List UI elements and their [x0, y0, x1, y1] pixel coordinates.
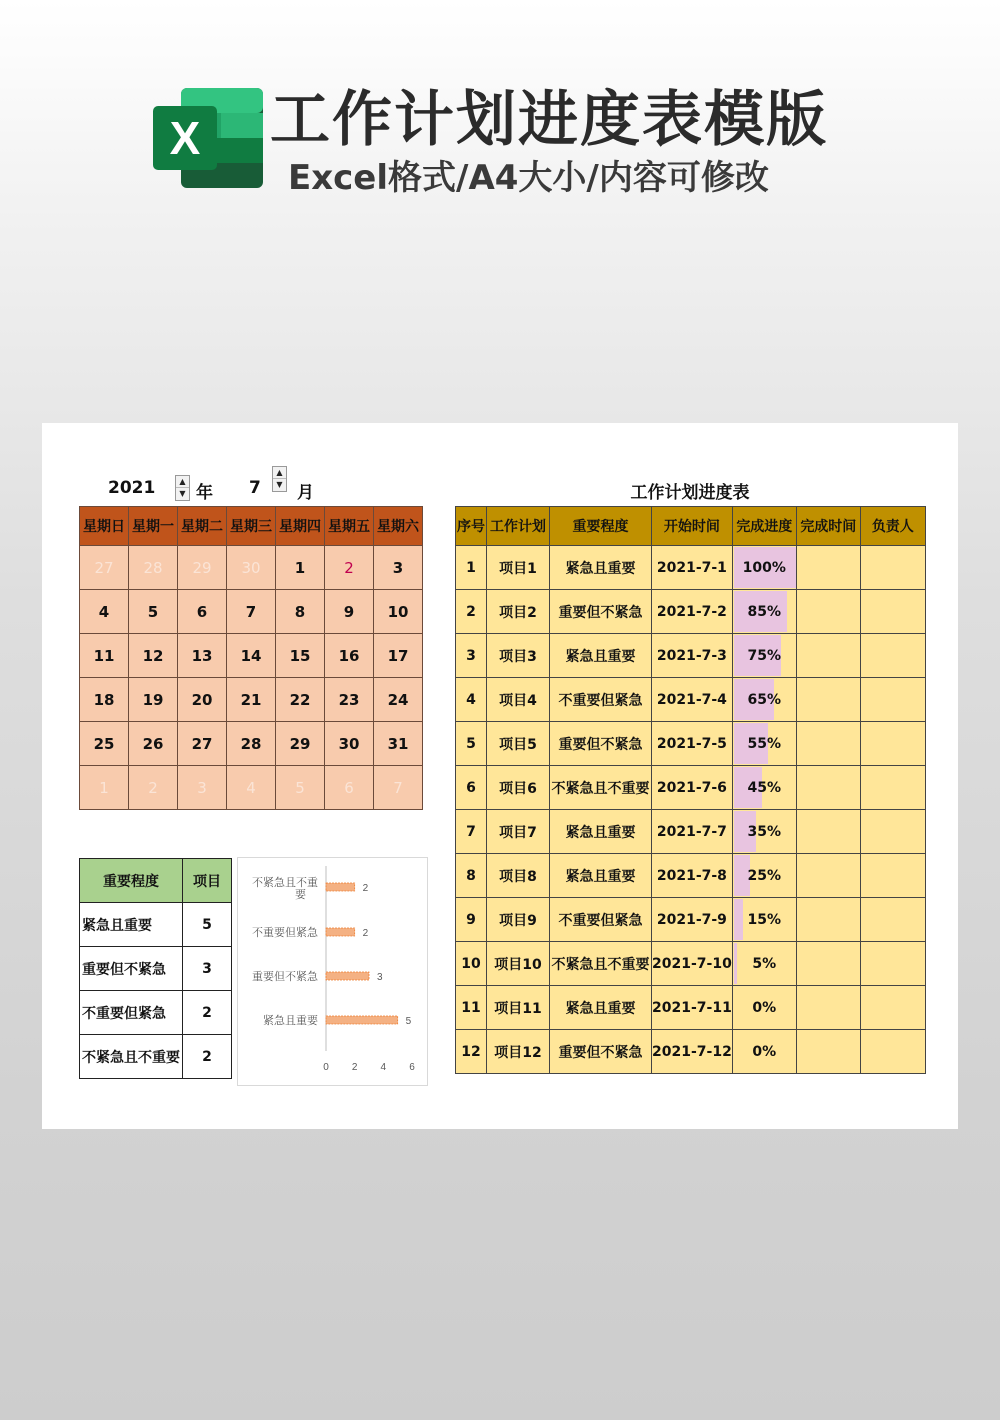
plan-name-cell[interactable]: 项目5	[487, 722, 550, 766]
weekday-header: 星期三	[227, 507, 276, 546]
progress-cell[interactable]	[732, 678, 796, 722]
start-date-cell[interactable]: 2021-7-1	[652, 546, 733, 590]
owner-cell[interactable]	[860, 810, 925, 854]
progress-row	[456, 898, 926, 942]
owner-cell[interactable]	[860, 678, 925, 722]
chart-bar	[326, 883, 355, 891]
progress-cell[interactable]	[732, 1030, 796, 1074]
plan-name-cell[interactable]: 项目12	[487, 1030, 550, 1074]
plan-name-cell[interactable]: 项目11	[487, 986, 550, 1030]
plan-name-cell[interactable]: 项目3	[487, 634, 550, 678]
progress-percent-label: 5%	[752, 955, 777, 972]
column-header-start: 开始时间	[652, 507, 733, 546]
owner-cell[interactable]	[860, 1030, 925, 1074]
weekday-header: 星期一	[129, 507, 178, 546]
summary-level-cell[interactable]: 不重要但紧急	[80, 991, 183, 1035]
chart-x-tick-label: 4	[380, 1062, 387, 1073]
progress-cell[interactable]	[732, 810, 796, 854]
summary-level-cell[interactable]: 不紧急且不重要	[80, 1035, 183, 1079]
progress-cell[interactable]	[732, 590, 796, 634]
done-time-cell[interactable]	[796, 678, 860, 722]
start-date-cell[interactable]: 2021-7-11	[652, 986, 733, 1030]
importance-cell[interactable]: 重要但不紧急	[550, 1030, 652, 1074]
done-time-cell[interactable]	[796, 810, 860, 854]
column-header-level: 重要程度	[550, 507, 652, 546]
row-no-cell[interactable]: 9	[456, 898, 487, 942]
progress-percent-label: 55%	[747, 735, 782, 752]
progress-percent-label: 15%	[747, 911, 782, 928]
weekday-header: 星期四	[276, 507, 325, 546]
owner-cell[interactable]	[860, 590, 925, 634]
column-header-owner: 负责人	[860, 507, 925, 546]
calendar-day-other-month[interactable]: 29	[178, 546, 227, 590]
plan-name-cell[interactable]: 项目2	[487, 590, 550, 634]
start-date-cell[interactable]: 2021-7-8	[652, 854, 733, 898]
done-time-cell[interactable]	[796, 722, 860, 766]
progress-row	[456, 546, 926, 590]
chart-category-label: 不紧急且不重要	[252, 876, 318, 901]
progress-bar-fill	[734, 943, 737, 984]
calendar-day[interactable]: 6	[178, 590, 227, 634]
chart-category-label: 不重要但紧急	[252, 926, 318, 939]
done-time-cell[interactable]	[796, 546, 860, 590]
plan-name-cell[interactable]: 项目7	[487, 810, 550, 854]
importance-cell[interactable]: 紧急且重要	[550, 810, 652, 854]
owner-cell[interactable]	[860, 766, 925, 810]
start-date-cell[interactable]: 2021-7-12	[652, 1030, 733, 1074]
plan-name-cell[interactable]: 项目4	[487, 678, 550, 722]
month-up-arrow-icon[interactable]: ▲	[273, 467, 286, 479]
calendar-day[interactable]: 19	[129, 678, 178, 722]
row-no-cell[interactable]: 11	[456, 986, 487, 1030]
calendar-day[interactable]: 14	[227, 634, 276, 678]
calendar-day[interactable]: 28	[227, 722, 276, 766]
progress-cell[interactable]	[732, 546, 796, 590]
plan-name-cell[interactable]: 项目10	[487, 942, 550, 986]
calendar-day[interactable]: 11	[80, 634, 129, 678]
progress-row	[456, 1030, 926, 1074]
year-spinner[interactable]	[175, 475, 190, 501]
progress-row	[456, 766, 926, 810]
calendar-day[interactable]: 20	[178, 678, 227, 722]
progress-row	[456, 942, 926, 986]
done-time-cell[interactable]	[796, 986, 860, 1030]
progress-percent-label: 0%	[752, 1043, 777, 1060]
progress-percent-label: 65%	[747, 691, 782, 708]
calendar-day-other-month[interactable]: 4	[227, 766, 276, 810]
calendar-day[interactable]: 25	[80, 722, 129, 766]
year-down-arrow-icon[interactable]: ▼	[179, 489, 186, 498]
calendar-day[interactable]: 8	[276, 590, 325, 634]
start-date-cell[interactable]: 2021-7-5	[652, 722, 733, 766]
start-date-cell[interactable]: 2021-7-4	[652, 678, 733, 722]
calendar-day-other-month[interactable]: 3	[178, 766, 227, 810]
calendar-day[interactable]: 30	[325, 722, 374, 766]
calendar-day[interactable]: 24	[374, 678, 423, 722]
importance-cell[interactable]: 紧急且重要	[550, 854, 652, 898]
owner-cell[interactable]	[860, 854, 925, 898]
plan-name-cell[interactable]: 项目6	[487, 766, 550, 810]
calendar-day[interactable]: 9	[325, 590, 374, 634]
chart-data-label: 5	[405, 1016, 412, 1027]
calendar-day[interactable]: 22	[276, 678, 325, 722]
done-time-cell[interactable]	[796, 634, 860, 678]
progress-cell[interactable]	[732, 898, 796, 942]
calendar-day[interactable]: 18	[80, 678, 129, 722]
chart-x-tick-label: 0	[323, 1062, 329, 1073]
owner-cell[interactable]	[860, 634, 925, 678]
owner-cell[interactable]	[860, 546, 925, 590]
excel-logo-icon	[153, 88, 263, 188]
logo-letter: X	[169, 112, 201, 164]
chart-canvas	[238, 858, 427, 1085]
row-no-cell[interactable]: 5	[456, 722, 487, 766]
calendar-day[interactable]: 29	[276, 722, 325, 766]
start-date-cell[interactable]: 2021-7-9	[652, 898, 733, 942]
progress-percent-label: 45%	[747, 779, 782, 796]
summary-header-level: 重要程度	[80, 859, 183, 903]
importance-cell[interactable]: 重要但不紧急	[550, 590, 652, 634]
calendar-day[interactable]: 16	[325, 634, 374, 678]
summary-count-cell[interactable]: 3	[183, 947, 232, 991]
progress-row	[456, 986, 926, 1030]
row-no-cell[interactable]: 7	[456, 810, 487, 854]
row-no-cell[interactable]: 2	[456, 590, 487, 634]
owner-cell[interactable]	[860, 942, 925, 986]
importance-cell[interactable]: 不重要但紧急	[550, 898, 652, 942]
start-date-cell[interactable]: 2021-7-10	[652, 942, 733, 986]
page-title: 工作计划进度表模版	[270, 85, 828, 155]
summary-header-count: 项目	[183, 859, 232, 903]
calendar-day[interactable]: 17	[374, 634, 423, 678]
plan-name-cell[interactable]: 项目9	[487, 898, 550, 942]
calendar-day[interactable]: 21	[227, 678, 276, 722]
column-header-progress: 完成进度	[732, 507, 796, 546]
year-value: 2021	[108, 478, 156, 498]
chart-bar	[326, 972, 369, 980]
progress-cell[interactable]	[732, 986, 796, 1030]
calendar-day-today[interactable]: 2	[325, 546, 374, 590]
calendar-day-other-month[interactable]: 6	[325, 766, 374, 810]
progress-cell[interactable]	[732, 854, 796, 898]
calendar-day[interactable]: 10	[374, 590, 423, 634]
calendar-day-other-month[interactable]: 30	[227, 546, 276, 590]
progress-percent-label: 0%	[752, 999, 777, 1016]
plan-name-cell[interactable]: 项目8	[487, 854, 550, 898]
chart-bar	[326, 928, 355, 936]
chart-x-tick-label: 2	[351, 1062, 358, 1073]
row-no-cell[interactable]: 10	[456, 942, 487, 986]
month-down-arrow-icon[interactable]: ▼	[276, 480, 283, 489]
weekday-header: 星期六	[374, 507, 423, 546]
column-header-plan: 工作计划	[487, 507, 550, 546]
calendar-day[interactable]: 26	[129, 722, 178, 766]
owner-cell[interactable]	[860, 898, 925, 942]
importance-bar-chart[interactable]	[237, 857, 428, 1086]
importance-cell[interactable]: 不紧急且不重要	[550, 766, 652, 810]
owner-cell[interactable]	[860, 722, 925, 766]
importance-cell[interactable]: 紧急且重要	[550, 986, 652, 1030]
progress-percent-label: 35%	[747, 823, 782, 840]
chart-data-label: 3	[377, 972, 383, 983]
progress-row	[456, 634, 926, 678]
owner-cell[interactable]	[860, 986, 925, 1030]
calendar-day[interactable]: 4	[80, 590, 129, 634]
weekday-header: 星期二	[178, 507, 227, 546]
calendar-day[interactable]: 31	[374, 722, 423, 766]
row-no-cell[interactable]: 4	[456, 678, 487, 722]
column-header-no: 序号	[456, 507, 487, 546]
progress-row	[456, 678, 926, 722]
importance-summary-table	[79, 858, 232, 1079]
progress-table	[455, 506, 926, 1074]
calendar-day-other-month[interactable]: 27	[80, 546, 129, 590]
weekday-header: 星期日	[80, 507, 129, 546]
weekday-header: 星期五	[325, 507, 374, 546]
start-date-cell[interactable]: 2021-7-2	[652, 590, 733, 634]
calendar-day[interactable]: 23	[325, 678, 374, 722]
progress-row	[456, 854, 926, 898]
chart-data-label: 2	[362, 928, 369, 939]
summary-level-cell[interactable]: 紧急且重要	[80, 903, 183, 947]
calendar-day-other-month[interactable]: 2	[129, 766, 178, 810]
done-time-cell[interactable]	[796, 590, 860, 634]
chart-category-label: 紧急且重要	[263, 1014, 318, 1027]
progress-cell[interactable]	[732, 722, 796, 766]
summary-count-cell[interactable]: 2	[183, 991, 232, 1035]
importance-cell[interactable]: 紧急且重要	[550, 546, 652, 590]
calendar-day[interactable]: 1	[276, 546, 325, 590]
calendar-day[interactable]: 12	[129, 634, 178, 678]
progress-cell[interactable]	[732, 942, 796, 986]
summary-count-cell[interactable]: 2	[183, 1035, 232, 1079]
done-time-cell[interactable]	[796, 898, 860, 942]
calendar-day-other-month[interactable]: 1	[80, 766, 129, 810]
calendar-day-other-month[interactable]: 28	[129, 546, 178, 590]
column-header-done-time: 完成时间	[796, 507, 860, 546]
calendar-day[interactable]: 27	[178, 722, 227, 766]
chart-bar	[326, 1016, 398, 1024]
calendar-day-other-month[interactable]: 5	[276, 766, 325, 810]
summary-level-cell[interactable]: 重要但不紧急	[80, 947, 183, 991]
done-time-cell[interactable]	[796, 942, 860, 986]
row-no-cell[interactable]: 6	[456, 766, 487, 810]
year-unit-label: 年	[196, 483, 213, 503]
progress-percent-label: 25%	[747, 867, 782, 884]
progress-cell[interactable]	[732, 634, 796, 678]
calendar-grid	[79, 506, 423, 810]
calendar-day-other-month[interactable]: 7	[374, 766, 423, 810]
year-up-arrow-icon[interactable]: ▲	[176, 476, 189, 488]
progress-bar-fill	[734, 899, 743, 940]
month-spinner[interactable]	[272, 466, 287, 492]
progress-cell[interactable]	[732, 766, 796, 810]
importance-cell[interactable]: 不紧急且不重要	[550, 942, 652, 986]
done-time-cell[interactable]	[796, 766, 860, 810]
calendar-day[interactable]: 13	[178, 634, 227, 678]
chart-category-label: 重要但不紧急	[252, 970, 318, 983]
start-date-cell[interactable]: 2021-7-3	[652, 634, 733, 678]
progress-percent-label: 75%	[747, 647, 782, 664]
done-time-cell[interactable]	[796, 1030, 860, 1074]
calendar-day[interactable]: 5	[129, 590, 178, 634]
row-no-cell[interactable]: 12	[456, 1030, 487, 1074]
progress-row	[456, 810, 926, 854]
progress-row	[456, 590, 926, 634]
month-value: 7	[249, 478, 261, 498]
progress-row	[456, 722, 926, 766]
chart-x-tick-label: 6	[409, 1062, 415, 1073]
importance-cell[interactable]: 不重要但紧急	[550, 678, 652, 722]
calendar-day[interactable]: 7	[227, 590, 276, 634]
calendar-day[interactable]: 3	[374, 546, 423, 590]
done-time-cell[interactable]	[796, 854, 860, 898]
row-no-cell[interactable]: 1	[456, 546, 487, 590]
summary-count-cell[interactable]: 5	[183, 903, 232, 947]
progress-percent-label: 85%	[747, 603, 782, 620]
progress-percent-label: 100%	[742, 559, 786, 576]
start-date-cell[interactable]: 2021-7-7	[652, 810, 733, 854]
chart-data-label: 2	[362, 883, 369, 894]
calendar-day[interactable]: 15	[276, 634, 325, 678]
month-unit-label: 月	[297, 483, 314, 503]
row-no-cell[interactable]: 8	[456, 854, 487, 898]
plan-name-cell[interactable]: 项目1	[487, 546, 550, 590]
progress-table-title: 工作计划进度表	[630, 483, 750, 503]
row-no-cell[interactable]: 3	[456, 634, 487, 678]
start-date-cell[interactable]: 2021-7-6	[652, 766, 733, 810]
importance-cell[interactable]: 紧急且重要	[550, 634, 652, 678]
page-subtitle: Excel格式/A4大小/内容可修改	[288, 158, 769, 198]
importance-cell[interactable]: 重要但不紧急	[550, 722, 652, 766]
